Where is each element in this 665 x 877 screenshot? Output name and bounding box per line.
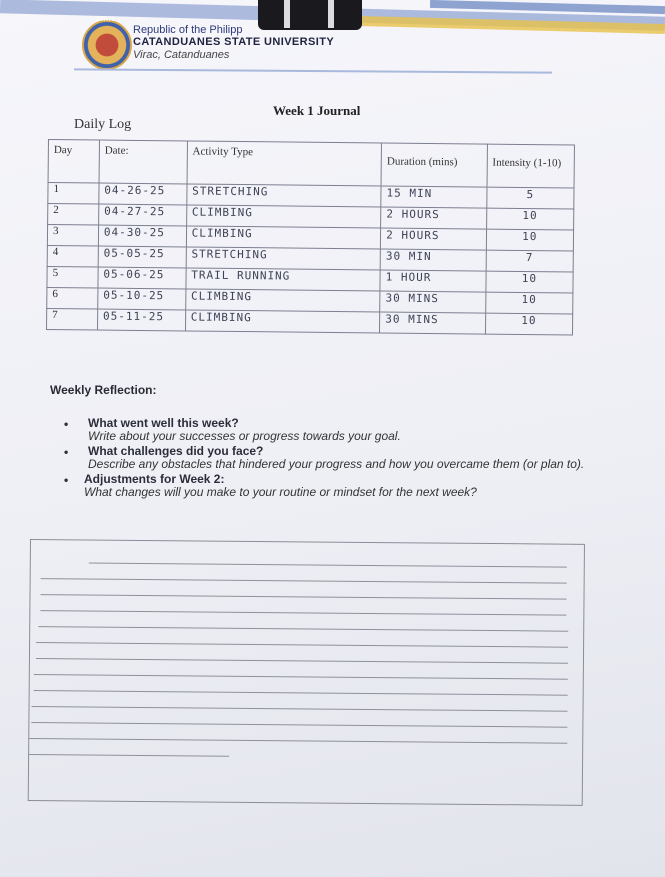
cell-intensity: 10 [486,208,574,230]
cell-date: 04-27-25 [98,204,186,226]
cell-day: 7 [47,308,98,330]
cell-intensity: 10 [486,271,574,293]
bullet: • [64,445,69,459]
cell-activity: CLIMBING [186,226,381,249]
cell-activity: STRETCHING [186,247,381,270]
cell-duration: 1 HOUR [380,270,486,292]
cell-intensity: 10 [486,229,574,251]
cell-date: 04-26-25 [99,183,187,205]
cell-intensity: 10 [485,292,573,314]
header-day: Day [48,140,99,184]
cell-day: 1 [48,183,99,205]
cell-day: 4 [47,245,98,267]
cell-date: 05-11-25 [97,309,185,331]
cell-intensity: 7 [486,250,574,272]
writing-line [32,706,568,712]
header-location: Virac, Catanduanes [133,49,230,61]
list-item [64,417,604,443]
writing-line [31,722,567,728]
daily-log-label: Daily Log [74,117,132,132]
writing-line [41,578,567,584]
cell-activity: CLIMBING [186,205,381,228]
writing-line [38,626,568,632]
list-item [64,473,604,499]
bullet: • [64,473,69,487]
journal-title: Week 1 Journal [273,103,361,118]
cell-duration: 15 MIN [381,186,487,208]
writing-line [40,610,566,616]
cell-duration: 2 HOURS [381,228,487,250]
table-header-row [48,140,574,189]
header-republic: Republic of the Philipp [133,24,243,36]
cell-date: 04-30-25 [98,225,186,247]
cell-day: 5 [47,266,98,288]
reflection-prompts [64,417,604,501]
bullet: • [64,417,69,431]
writing-line [36,658,568,664]
cell-duration: 30 MIN [380,249,486,271]
header-activity: Activity Type [187,141,382,186]
cell-day: 6 [47,287,98,309]
writing-line [89,563,567,568]
daily-log-table [46,139,575,336]
cell-intensity: 10 [485,313,573,335]
list-item [64,445,604,471]
table-row [47,308,573,335]
prompt-title: What went well this week? [88,416,239,430]
weekly-reflection-heading: Weekly Reflection: [50,383,157,397]
writing-line [41,594,567,600]
cell-date: 05-06-25 [98,267,186,289]
writing-line [29,754,229,757]
cell-day: 3 [47,225,98,247]
prompt-title: Adjustments for Week 2: [84,472,225,486]
reflection-writing-area[interactable] [28,539,585,806]
header-date: Date: [99,140,187,184]
cell-date: 05-05-25 [98,246,186,268]
cell-activity: STRETCHING [186,184,381,207]
university-seal-icon [82,20,132,70]
seal-lettering: STATE [95,17,117,23]
cell-duration: 30 MINS [380,291,486,313]
header-divider [74,68,552,73]
cell-intensity: 5 [486,187,574,209]
binder-clip [258,0,362,30]
cell-activity: CLIMBING [185,289,380,312]
writing-line [36,642,568,648]
prompt-instruction: Write about your successes or progress towards your goal. [88,429,401,443]
cell-duration: 2 HOURS [381,207,487,229]
cell-day: 2 [48,204,99,226]
cell-duration: 30 MINS [380,312,486,334]
writing-line [29,738,567,744]
cell-activity: TRAIL RUNNING [186,268,381,291]
prompt-title: What challenges did you face? [88,444,264,458]
cell-activity: CLIMBING [185,310,380,333]
prompt-instruction: What changes will you make to your routine or mindset for the next week? [84,485,477,499]
writing-line [34,690,568,696]
cell-date: 05-10-25 [98,288,186,310]
header-intensity: Intensity (1-10) [487,144,575,188]
prompt-instruction: Describe any obstacles that hindered your progress and how you overcame them (or plan to). [88,457,585,471]
header-university: CATANDUANES STATE UNIVERSITY [133,36,335,48]
header-duration: Duration (mins) [381,143,487,187]
writing-line [34,674,568,680]
